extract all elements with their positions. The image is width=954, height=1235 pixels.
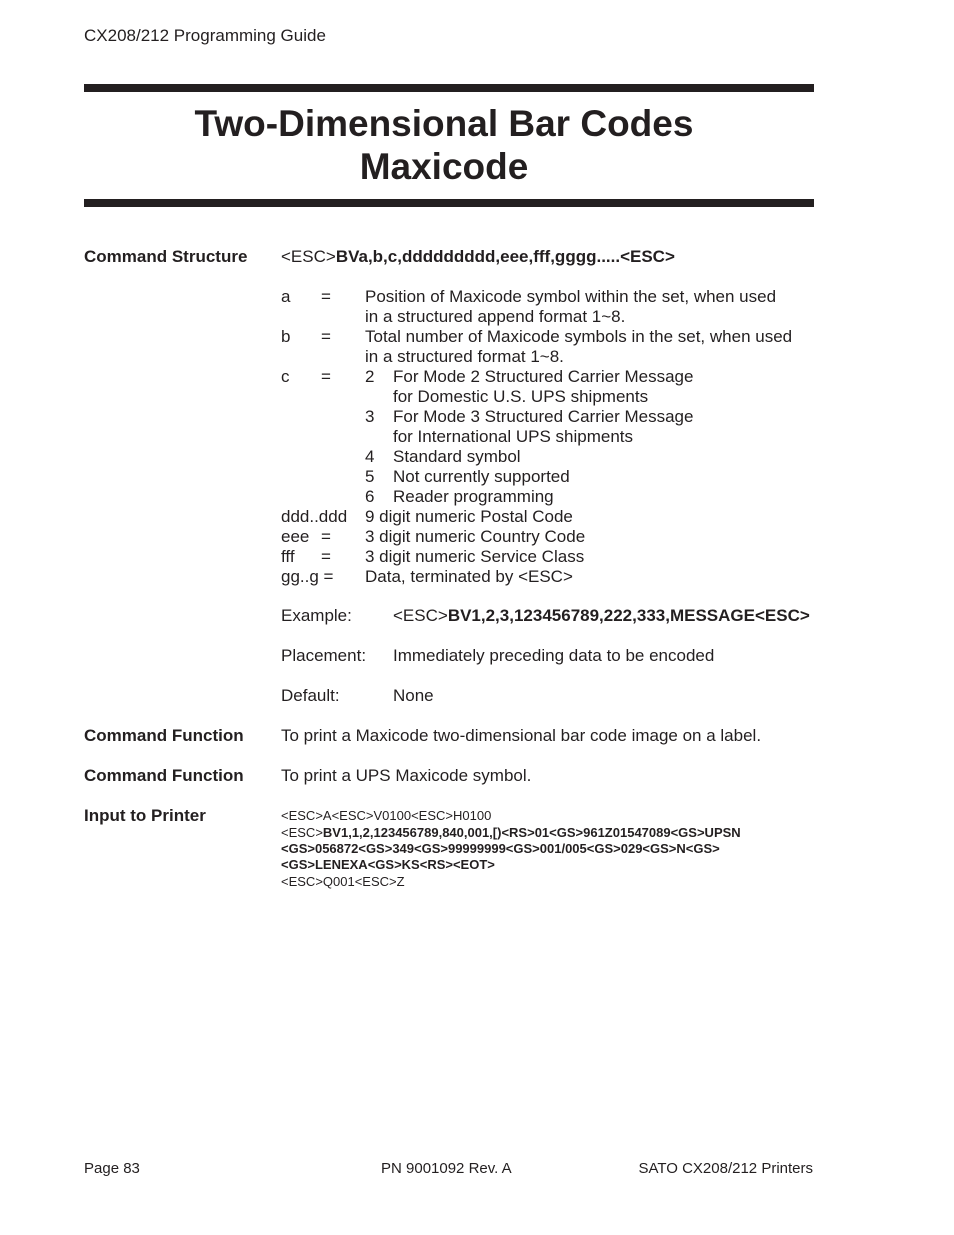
title-line-1: Two-Dimensional Bar Codes — [194, 103, 694, 144]
mode-2-number: 2 — [365, 367, 375, 386]
mode-3-desc-1: For Mode 3 Structured Carrier Message — [393, 407, 694, 426]
example-label: Example: — [281, 606, 352, 625]
placement-value: Immediately preceding data to be encoded — [393, 646, 715, 665]
param-a-eq: = — [321, 287, 331, 306]
param-ggg-key: gg..g = — [281, 567, 334, 586]
param-b-eq: = — [321, 327, 331, 346]
esc-prefix: <ESC> — [281, 247, 336, 266]
param-eee-desc: 3 digit numeric Country Code — [365, 527, 586, 546]
param-ddd-desc: 9 digit numeric Postal Code — [365, 507, 573, 526]
param-b-desc-1: Total number of Maxicode symbols in the set, when used — [365, 327, 793, 346]
input-line-4: <GS>LENEXA<GS>KS<RS><EOT> — [281, 857, 495, 872]
title-line-2: Maxicode — [359, 146, 529, 187]
input-line-5: <ESC>Q001<ESC>Z — [281, 874, 405, 889]
command-function-value-2: To print a UPS Maxicode symbol. — [281, 766, 532, 785]
page-title — [84, 102, 804, 188]
command-function-value-1: To print a Maxicode two-dimensional bar code image on a label. — [281, 726, 762, 745]
command-structure-label: Command Structure — [84, 247, 248, 266]
mode-5-number: 5 — [365, 467, 375, 486]
mode-3-number: 3 — [365, 407, 375, 426]
command-syntax: BVa,b,c,ddddddddd,eee,fff,gggg.....<ESC> — [335, 247, 675, 266]
input-to-printer-label: Input to Printer — [84, 806, 206, 825]
param-ddd-key: ddd..ddd — [281, 507, 348, 526]
param-fff-desc: 3 digit numeric Service Class — [365, 547, 585, 566]
param-fff-eq: = — [321, 547, 331, 566]
example-esc-prefix: <ESC> — [393, 606, 448, 625]
mode-4-desc: Standard symbol — [393, 447, 521, 466]
param-b-key: b — [281, 327, 291, 346]
mode-4-number: 4 — [365, 447, 375, 466]
param-a-desc-1: Position of Maxicode symbol within the set, when used — [365, 287, 777, 306]
example-command: BV1,2,3,123456789,222,333,MESSAGE<ESC> — [447, 606, 810, 625]
input-line-3: <GS>056872<GS>349<GS>99999999<GS>001/005<GS>029<GS>N<GS> — [281, 841, 720, 856]
command-function-label-1: Command Function — [84, 726, 244, 745]
param-eee-eq: = — [321, 527, 331, 546]
param-a-key: a — [281, 287, 291, 306]
footer-brand: SATO CX208/212 Printers — [638, 1160, 813, 1177]
param-c-key: c — [281, 367, 290, 386]
input-esc-prefix: <ESC> — [281, 825, 323, 840]
mode-6-desc: Reader programming — [393, 487, 554, 506]
mode-2-desc-1: For Mode 2 Structured Carrier Message — [393, 367, 694, 386]
param-eee-key: eee — [281, 527, 310, 546]
default-value: None — [393, 686, 434, 705]
input-command: BV1,1,2,123456789,840,001,[)<RS>01<GS>961Z01547089<GS>UPSN — [322, 825, 741, 840]
param-b-desc-2: in a structured format 1~8. — [365, 347, 564, 366]
placement-label: Placement: — [281, 646, 367, 665]
example-value — [393, 606, 810, 626]
command-function-label-2: Command Function — [84, 766, 244, 785]
default-label: Default: — [281, 686, 340, 705]
top-rule — [84, 84, 814, 92]
param-fff-key: fff — [281, 547, 295, 566]
command-structure-syntax — [281, 247, 675, 267]
param-ggg-desc: Data, terminated by <ESC> — [365, 567, 573, 586]
running-header: CX208/212 Programming Guide — [84, 26, 326, 45]
footer-part-number: PN 9001092 Rev. A — [381, 1160, 512, 1177]
mode-5-desc: Not currently supported — [393, 467, 570, 486]
input-line-2 — [281, 825, 741, 842]
param-a-desc-2: in a structured append format 1~8. — [365, 307, 626, 326]
mode-3-desc-2: for International UPS shipments — [393, 427, 634, 446]
mode-2-desc-2: for Domestic U.S. UPS shipments — [393, 387, 649, 406]
footer-page-number: Page 83 — [84, 1160, 140, 1177]
mode-6-number: 6 — [365, 487, 375, 506]
param-c-eq: = — [321, 367, 331, 386]
bottom-rule — [84, 199, 814, 207]
input-line-1: <ESC>A<ESC>V0100<ESC>H0100 — [281, 808, 492, 823]
